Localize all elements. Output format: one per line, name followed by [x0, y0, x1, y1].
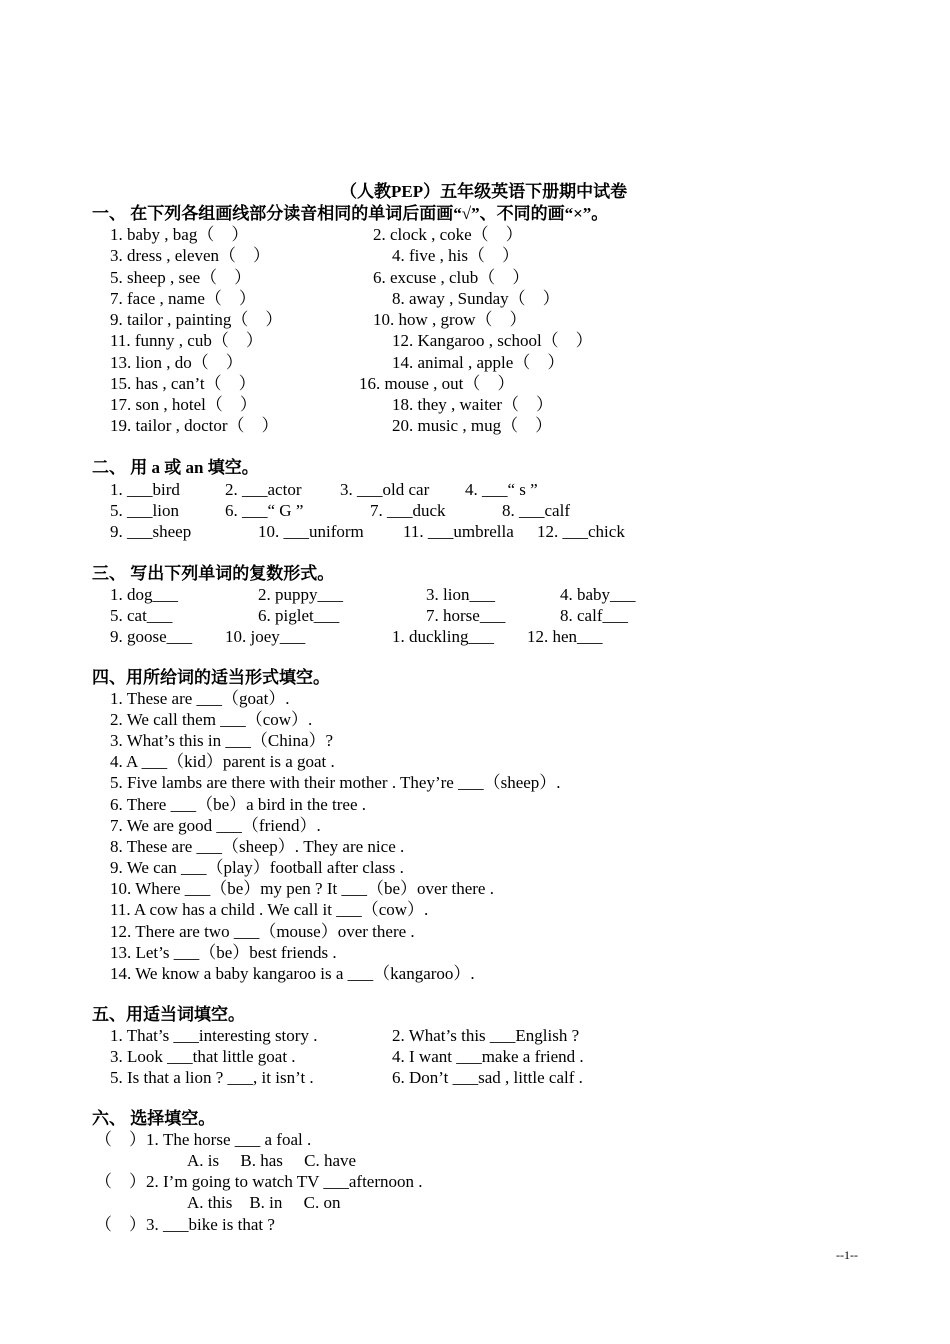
- section-6-heading: 六、 选择填空。: [92, 1109, 216, 1128]
- s5-item: 4. I want ___make a friend .: [392, 1047, 584, 1066]
- s2-item: 8. ___calf: [502, 501, 570, 520]
- s4-item: 7. We are good ___（friend）.: [110, 816, 321, 835]
- s3-item: 8. calf___: [560, 606, 628, 625]
- section-4-heading: 四、用所给词的适当形式填空。: [92, 668, 330, 687]
- s2-item: 6. ___“ G ”: [225, 501, 304, 520]
- s1-item: 3. dress , eleven（ ）: [110, 246, 271, 265]
- s4-item: 10. Where ___（be）my pen ? It ___（be）over there .: [110, 879, 494, 898]
- s2-item: 12. ___chick: [537, 522, 625, 541]
- page-title: （人教PEP）五年级英语下册期中试卷: [340, 182, 628, 201]
- s1-item: 10. how , grow（ ）: [373, 310, 527, 329]
- s2-item: 2. ___actor: [225, 480, 302, 499]
- s3-item: 2. puppy___: [258, 585, 343, 604]
- s2-item: 4. ___“ s ”: [465, 480, 538, 499]
- s1-item: 11. funny , cub（ ）: [110, 331, 263, 350]
- s2-item: 7. ___duck: [370, 501, 446, 520]
- s6-question-3: （ ）3. ___bike is that ?: [95, 1215, 275, 1234]
- s4-item: 14. We know a baby kangaroo is a ___（kangaroo）.: [110, 964, 475, 983]
- s1-item: 15. has , can’t（ ）: [110, 374, 256, 393]
- s3-item: 5. cat___: [110, 606, 173, 625]
- s3-item: 12. hen___: [527, 627, 603, 646]
- s2-item: 3. ___old car: [340, 480, 430, 499]
- s4-item: 2. We call them ___（cow）.: [110, 710, 313, 729]
- s3-item: 9. goose___: [110, 627, 193, 646]
- s4-item: 1. These are ___（goat）.: [110, 689, 290, 708]
- s1-item: 5. sheep , see（ ）: [110, 268, 252, 287]
- s4-item: 8. These are ___（sheep）. They are nice .: [110, 837, 405, 856]
- s4-item: 11. A cow has a child . We call it ___（cow）.: [110, 900, 429, 919]
- s4-item: 12. There are two ___（mouse）over there .: [110, 922, 415, 941]
- s1-item: 8. away , Sunday（ ）: [392, 289, 560, 308]
- s3-item: 1. duckling___: [392, 627, 494, 646]
- s1-item: 18. they , waiter（ ）: [392, 395, 553, 414]
- s1-item: 6. excuse , club（ ）: [373, 268, 530, 287]
- s6-question-1-options: A. is B. has C. have: [187, 1151, 357, 1170]
- s4-item: 5. Five lambs are there with their mother . They’re ___（sheep）.: [110, 773, 561, 792]
- section-3-heading: 三、 写出下列单词的复数形式。: [92, 564, 335, 583]
- s5-item: 5. Is that a lion ? ___, it isn’t .: [110, 1068, 314, 1087]
- s6-question-1: （ ）1. The horse ___ a foal .: [95, 1130, 312, 1149]
- s1-item: 20. music , mug（ ）: [392, 416, 553, 435]
- section-2-heading: 二、 用 a 或 an 填空。: [92, 458, 259, 477]
- s4-item: 3. What’s this in ___（China）?: [110, 731, 334, 750]
- s1-item: 2. clock , coke（ ）: [373, 225, 523, 244]
- s2-item: 5. ___lion: [110, 501, 179, 520]
- s5-item: 2. What’s this ___English ?: [392, 1026, 580, 1045]
- s1-item: 16. mouse , out（ ）: [359, 374, 515, 393]
- s4-item: 13. Let’s ___（be）best friends .: [110, 943, 337, 962]
- s3-item: 10. joey___: [225, 627, 306, 646]
- s3-item: 3. lion___: [426, 585, 495, 604]
- s1-item: 19. tailor , doctor（ ）: [110, 416, 279, 435]
- s4-item: 6. There ___（be）a bird in the tree .: [110, 795, 367, 814]
- s6-question-2-options: A. this B. in C. on: [187, 1193, 341, 1212]
- section-5-heading: 五、用适当词填空。: [92, 1005, 245, 1024]
- s1-item: 4. five , his（ ）: [392, 246, 520, 265]
- s2-item: 11. ___umbrella: [403, 522, 514, 541]
- s2-item: 9. ___sheep: [110, 522, 192, 541]
- s1-item: 13. lion , do（ ）: [110, 353, 243, 372]
- s1-item: 12. Kangaroo , school（ ）: [392, 331, 593, 350]
- s2-item: 10. ___uniform: [258, 522, 364, 541]
- s2-item: 1. ___bird: [110, 480, 180, 499]
- s1-item: 7. face , name（ ）: [110, 289, 256, 308]
- s1-item: 17. son , hotel（ ）: [110, 395, 257, 414]
- s1-item: 9. tailor , painting（ ）: [110, 310, 283, 329]
- s5-item: 6. Don’t ___sad , little calf .: [392, 1068, 583, 1087]
- s6-question-2: （ ）2. I’m going to watch TV ___afternoon .: [95, 1172, 423, 1191]
- s4-item: 9. We can ___（play）football after class .: [110, 858, 404, 877]
- s3-item: 7. horse___: [426, 606, 506, 625]
- s5-item: 3. Look ___that little goat .: [110, 1047, 296, 1066]
- s1-item: 14. animal , apple（ ）: [392, 353, 565, 372]
- s1-item: 1. baby , bag（ ）: [110, 225, 249, 244]
- s3-item: 4. baby___: [560, 585, 636, 604]
- page-number: --1--: [836, 1248, 858, 1262]
- s3-item: 1. dog___: [110, 585, 178, 604]
- s4-item: 4. A ___（kid）parent is a goat .: [110, 752, 335, 771]
- s3-item: 6. piglet___: [258, 606, 340, 625]
- s5-item: 1. That’s ___interesting story .: [110, 1026, 318, 1045]
- section-1-heading: 一、 在下列各组画线部分读音相同的单词后面画“√”、不同的画“×”。: [92, 204, 609, 223]
